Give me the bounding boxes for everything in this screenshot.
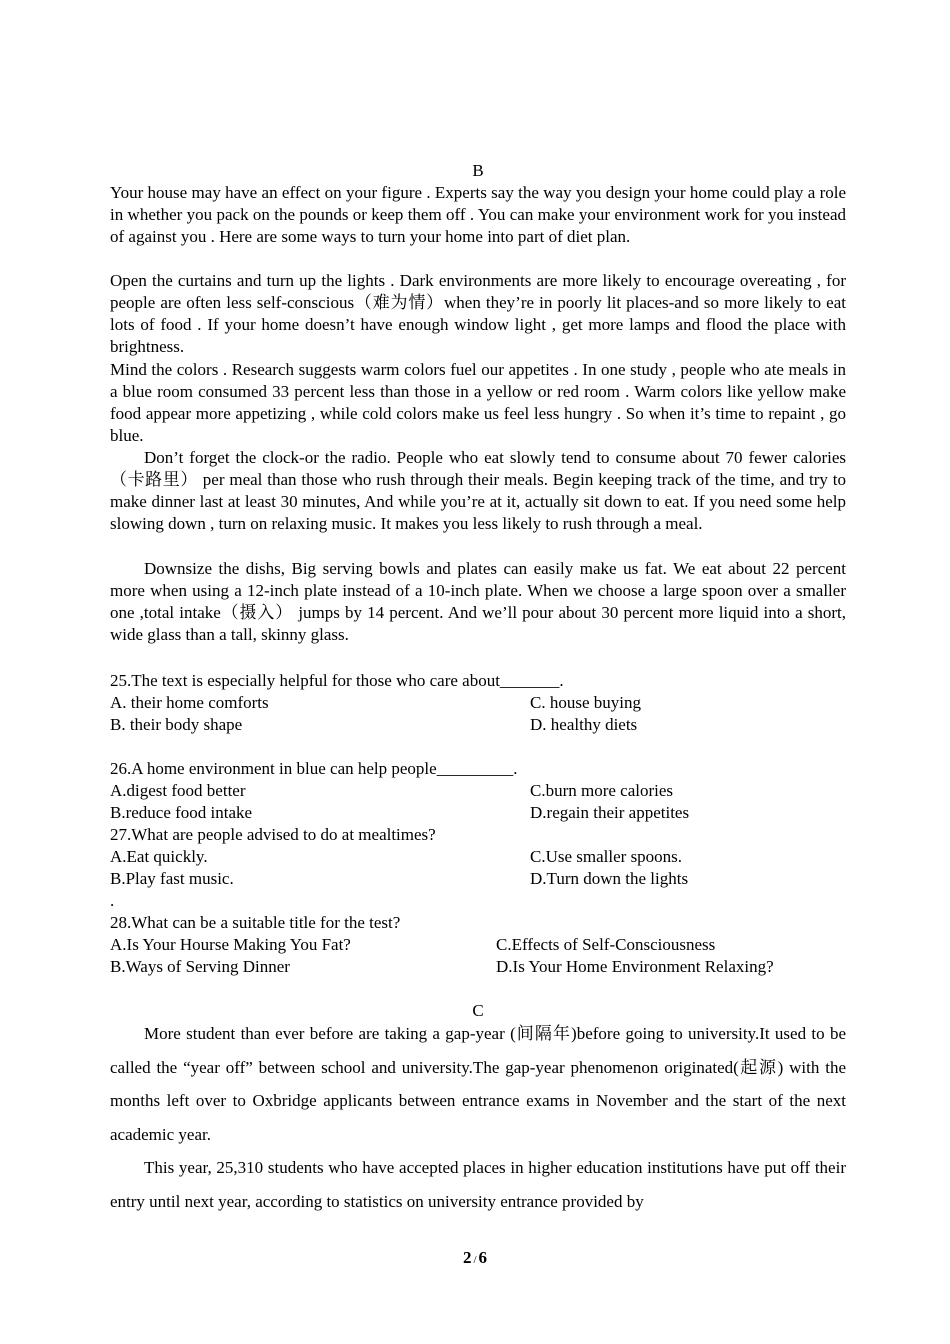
question-26-option-c: C.burn more calories [530,781,674,800]
section-b-paragraph-3: Mind the colors . Research suggests warm colors fuel our appetites . In one study , people who ate meals in a blue room consumed 33 percent less than those in a yellow or red room . Warm colors like yellow make food appear more appetizing , while cold colors make us feel less hungry . So when it’s time to repaint , go blue. [110,360,846,445]
question-28-stem: 28.What can be a suitable title for the test? [110,913,401,932]
section-c-paragraph-1: More student than ever before are taking a gap-year (间隔年)before going to university.It used to be called the “year off” between school and university.The gap-year phenomenon originated(起源) with the months left over to Oxbridge applicants between entrance exams in November and the start of the next academic year. [110,1024,846,1144]
section-b-paragraph-2: Open the curtains and turn up the lights . Dark environments are more likely to encourage overeating , for people are often less self-conscious（难为情）when they’re in poorly lit places-and so more likely to eat lots of food . If your home doesn’t have enough window light , get more lamps and flood the place with brightness. [110,271,846,356]
question-27-option-b: B.Play fast music. [110,869,234,888]
current-page: 2 [462,1248,472,1267]
question-28-option-c: C.Effects of Self-Consciousness [496,935,716,954]
section-b-paragraph-4: Don’t forget the clock-or the radio. People who eat slowly tend to consume about 70 fewer calories（卡路里） per meal than those who rush through their meals. Begin keeping track of the time, and try to make dinner last at least 30 minutes, And while you’re at it, actually sit down to eat. If you need some help slowing down , turn on relaxing music. It makes you less likely to rush through a meal. [110,448,846,533]
question-25-option-d: D. healthy diets [530,715,638,734]
section-b-paragraph-1: Your house may have an effect on your figure . Experts say the way you design your home could play a role in whether you pack on the pounds or keep them off . You can make your environment work for you instead of against you . Here are some ways to turn your home into part of diet plan. [110,183,846,246]
question-26-stem: 26.A home environment in blue can help people_________. [110,759,518,778]
question-28-option-b: B.Ways of Serving Dinner [110,957,290,976]
question-27-option-c: C.Use smaller spoons. [530,847,683,866]
question-27-option-d: D.Turn down the lights [530,869,689,888]
question-26-option-b: B.reduce food intake [110,803,253,822]
question-26-option-d: D.regain their appetites [530,803,690,822]
page-number [0,1248,950,1268]
question-28-option-d: D.Is Your Home Environment Relaxing? [496,957,774,976]
section-c-title: C [472,1001,484,1020]
section-b-paragraph-5: Downsize the dishs, Big serving bowls and plates can easily make us fat. We eat about 22 percent more when using a 12-inch plate instead of a 10-inch plate. When we choose a large spoon over a smaller one ,total intake（摄入） jumps by 14 percent. And we’ll pour about 30 percent more liquid into a short, wide glass than a tall, skinny glass. [110,559,846,644]
total-pages: 6 [478,1248,488,1267]
question-27-option-a: A.Eat quickly. [110,847,208,866]
question-25-option-b: B. their body shape [110,715,243,734]
question-25-option-a: A. their home comforts [110,693,269,712]
question-28-option-a: A.Is Your Hourse Making You Fat? [110,935,351,954]
section-c-paragraph-2: This year, 25,310 students who have accepted places in higher education institutions have put off their entry until next year, according to statistics on university entrance provided by [110,1158,846,1211]
section-b-title: B [472,161,484,180]
question-26-option-a: A.digest food better [110,781,246,800]
stray-period: . [110,891,115,910]
page-separator: / [473,1254,477,1266]
question-27-stem: 27.What are people advised to do at mealtimes? [110,825,436,844]
question-25-option-c: C. house buying [530,693,641,712]
question-25-stem: 25.The text is especially helpful for those who care about_______. [110,671,564,690]
